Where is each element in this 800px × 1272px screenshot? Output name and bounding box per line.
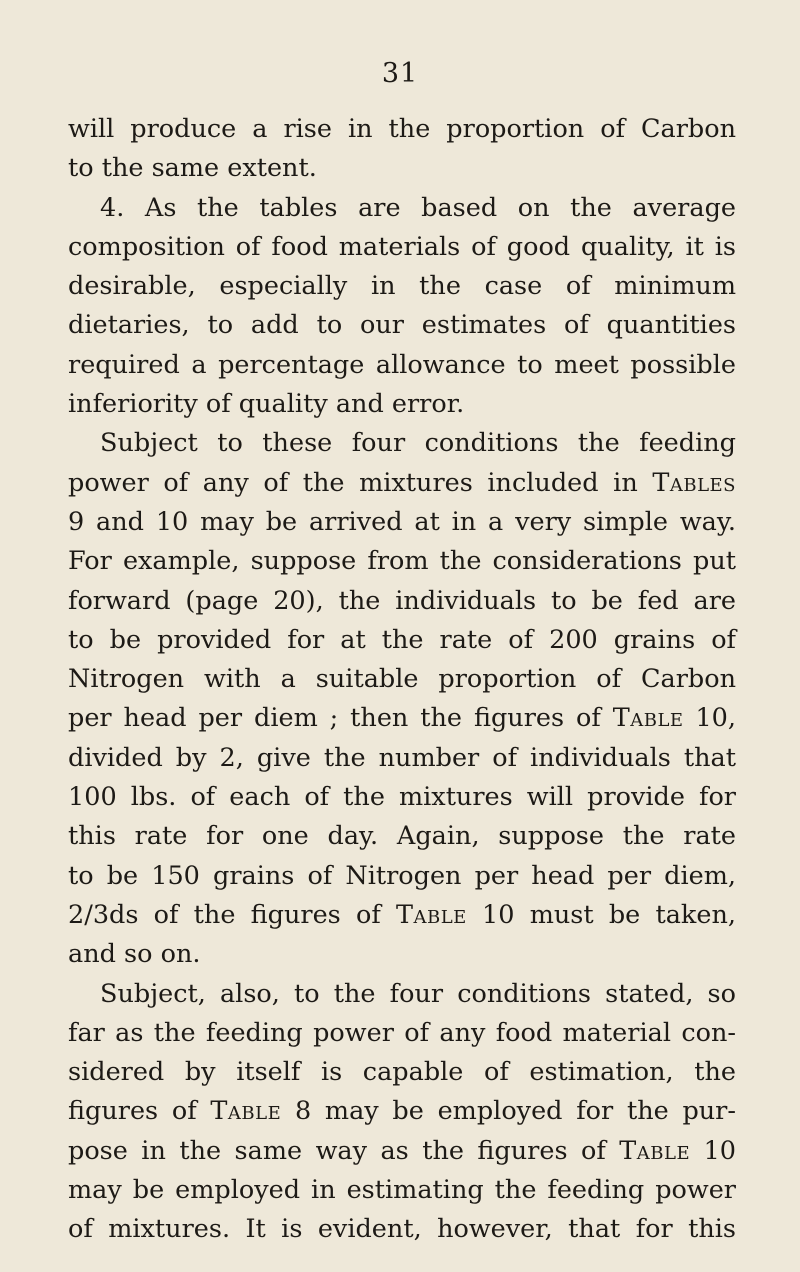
line-text: 2/3ds of the figures of xyxy=(68,899,381,930)
text-line xyxy=(68,149,736,188)
text-line xyxy=(68,1053,736,1092)
line-text: composition of food materials of good quality, it is xyxy=(68,231,736,262)
line-text: per head per diem ; then the figures of xyxy=(68,703,601,734)
text-line xyxy=(68,110,736,149)
line-text: may be employed in estimating the feeding power xyxy=(68,1175,736,1206)
line-text: this rate for one day. Again, suppose the rate xyxy=(68,821,736,852)
text-line xyxy=(68,424,736,463)
text-line xyxy=(68,778,736,817)
text-line xyxy=(68,582,736,621)
text-line xyxy=(68,1132,736,1171)
line-text: and so on. xyxy=(68,939,201,970)
text-line xyxy=(68,1210,736,1249)
text-line xyxy=(68,385,736,424)
line-text: required a percentage allowance to meet possible xyxy=(68,349,736,380)
line-text: 100 lbs. of each of the mixtures will provide for xyxy=(68,782,736,813)
line-text: dietaries, to add to our estimates of quantities xyxy=(68,310,736,341)
text-line xyxy=(68,621,736,660)
line-text: power of any of the mixtures included in xyxy=(68,467,638,498)
small-caps-reference: Table xyxy=(612,703,684,734)
page-number: 31 xyxy=(381,58,419,89)
line-text: to the same extent. xyxy=(68,153,317,184)
small-caps-reference: Table xyxy=(210,1096,282,1127)
small-caps-reference: Tables xyxy=(652,467,737,498)
line-text-after: 8 may be employed for the pur- xyxy=(294,1096,736,1127)
line-text: desirable, especially in the case of minimum xyxy=(68,271,736,302)
line-text: to be 150 grains of Nitrogen per head per diem, xyxy=(68,860,736,891)
line-text: will produce a rise in the proportion of Carbon xyxy=(68,114,736,144)
text-line xyxy=(68,542,736,581)
line-text: For example, suppose from the considerations put xyxy=(68,546,736,577)
text-line xyxy=(68,857,736,896)
line-text: to be provided for at the rate of 200 grains of xyxy=(68,624,736,655)
line-text: figures of xyxy=(68,1096,197,1127)
text-line xyxy=(68,975,736,1014)
text-line xyxy=(68,306,736,345)
line-text: Nitrogen with a suitable proportion of Carbon xyxy=(68,664,736,695)
text-line xyxy=(68,699,736,738)
line-text: of mixtures. It is evident, however, that for this xyxy=(68,1214,736,1245)
line-text: pose in the same way as the figures of xyxy=(68,1135,606,1166)
line-text: 4. As the tables are based on the average xyxy=(100,192,736,223)
line-text: divided by 2, give the number of individuals that xyxy=(68,742,736,773)
text-line xyxy=(68,817,736,856)
text-line xyxy=(68,935,736,974)
line-text: Subject to these four conditions the feeding xyxy=(100,428,736,459)
text-line xyxy=(68,189,736,228)
line-text: Subject, also, to the four conditions stated, so xyxy=(100,978,736,1009)
text-line xyxy=(68,464,736,503)
body-text xyxy=(68,110,736,1250)
line-text-after: 10 must be taken, xyxy=(482,899,736,930)
text-line xyxy=(68,228,736,267)
line-text: 9 and 10 may be arrived at in a very simple way. xyxy=(68,506,736,537)
line-text: sidered by itself is capable of estimation, the xyxy=(68,1057,736,1088)
text-line xyxy=(68,660,736,699)
small-caps-reference: Table xyxy=(395,899,467,930)
small-caps-reference: Table xyxy=(619,1135,691,1166)
line-text: inferiority of quality and error. xyxy=(68,389,465,420)
line-text-after: 10 xyxy=(703,1135,737,1166)
text-line xyxy=(68,1171,736,1210)
line-text: forward (page 20), the individuals to be fed are xyxy=(68,585,736,616)
text-line xyxy=(68,267,736,306)
line-text: far as the feeding power of any food material con- xyxy=(68,1017,736,1048)
text-line xyxy=(68,896,736,935)
text-line xyxy=(68,1092,736,1131)
text-line xyxy=(68,346,736,385)
text-line xyxy=(68,739,736,778)
line-text-after: 10, xyxy=(695,703,737,734)
text-line xyxy=(68,1014,736,1053)
text-line xyxy=(68,503,736,542)
